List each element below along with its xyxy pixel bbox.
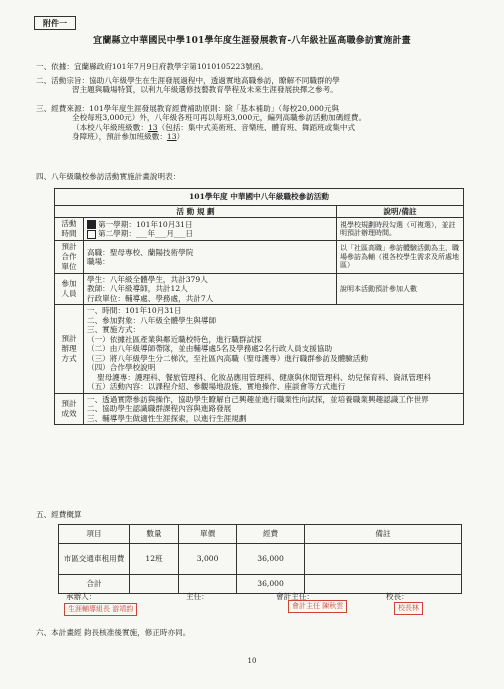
director-label: 主任： [186, 592, 209, 601]
time-cell [84, 218, 337, 241]
budget-item: 市區交通車租用費 [59, 544, 130, 575]
budget-qty: 12班 [130, 544, 179, 575]
attachment-label: 附件一 [34, 16, 76, 30]
principal-stamp: 校長林 [394, 602, 423, 615]
budget-col-unit: 單價 [179, 525, 237, 544]
semester2-text: 第二學期：___年___月___日 [98, 229, 193, 239]
section-budget [36, 510, 474, 519]
organizer-stamp: 生涯輔導組長 游靖韵 [64, 603, 137, 616]
coop-workplace: 職場： [87, 256, 110, 266]
approval-text: 六、本計畫經 鈞長核准後實施，修正時亦同。 [36, 628, 191, 637]
people-cell [84, 273, 337, 304]
method-line: 聖母護專：護理科、餐旅管理科、化妝品應用管理科、健康與休閒管理科、幼兒保育科、資訊管理科 [97, 372, 432, 382]
method-line: （三）將八年級學生分二梯次，至社區內高職（聖母護專）進行職群參訪及體驗活動 [87, 353, 368, 363]
section-funding [36, 104, 474, 142]
budget-cost: 36,000 [237, 544, 305, 575]
budget-heading: 五、經費概算 [36, 510, 82, 519]
budget-table [58, 524, 462, 594]
method-label: 預計辦理方式 [55, 305, 84, 393]
effect-line: 三、輔導學生做適性生涯探索，以進行生涯規劃 [87, 413, 247, 423]
section-approval [36, 628, 474, 637]
people-admin: 行政單位：輔導處、學務處，共計7人 [87, 293, 214, 303]
people-note: 說明本活動預計參加人數 [337, 273, 464, 304]
time-label: 活動時間 [55, 218, 84, 241]
budget-total-row [59, 575, 462, 594]
time-note: 視學校規劃時段勾選（可複選），並註明預計辦理時間。 [337, 218, 464, 241]
section-purpose [36, 76, 474, 95]
checkbox-semester2[interactable] [87, 230, 96, 239]
effect-label: 預計成效 [55, 393, 84, 424]
document-title: 宜蘭縣立中華國民中學101學年度生涯發展教育-八年級社區高職參訪實施計畫 [93, 36, 411, 46]
section-plan [36, 172, 474, 181]
people-students: 學生：八年級全體學生，共計379人 [87, 274, 208, 284]
budget-note [305, 544, 462, 575]
funding-line3: （本校八年級班級數：13（包括：集中式美術班、音樂班、體育班、舞蹈班或集中式 [72, 122, 356, 132]
col-note-header: 說明/備註 [337, 206, 464, 218]
budget-total-label: 合計 [59, 575, 130, 594]
effect-line: 二、協助學生認識職群課程內容與進路發展 [87, 404, 232, 414]
participating-class-count: 13 [166, 132, 177, 142]
plan-table [54, 188, 464, 425]
effect-cell [84, 393, 464, 424]
method-line: （四）合作學校說明 [87, 363, 156, 373]
purpose-line2: 習主題與職場特質，以利九年級選修技藝教育學程及未來生涯發展抉擇之參考。 [72, 85, 338, 95]
purpose-line1: 二、活動宗旨：協助八年級學生在生涯發展過程中，透過實地高職參訪，瞭解不同職群的學 [36, 76, 340, 85]
coop-cell [84, 241, 337, 274]
method-line: （二）由八年級導師帶隊，並由輔導處5名及學務處2名行政人員支援協助 [87, 344, 333, 354]
organizer-label: 承辦人： [66, 592, 97, 601]
checkbox-semester1[interactable] [87, 220, 96, 229]
class-count: 13 [147, 122, 158, 132]
basis-text: 一、依據：宜蘭縣政府101年7月9日府教學字第1010105223號函。 [36, 62, 268, 71]
semester1-text: 第一學期：101年10月31日 [98, 219, 193, 229]
budget-col-qty: 數量 [130, 525, 179, 544]
budget-col-cost: 經費 [237, 525, 305, 544]
method-line: （五）活動內容：以課程介紹、參觀場地設施、實地操作、座談會等方式進行 [87, 382, 346, 392]
effect-line: 一、透過實際參訪與操作，協助學生瞭解自己興趣並進行職業性向試探，並培養職業興趣認識工作世界 [87, 394, 429, 404]
budget-row [59, 544, 462, 575]
budget-unit: 3,000 [179, 544, 237, 575]
funding-line2: 全校每班3,000元）外，八年級各班可再以每班3,000元，編列高職參訪活動加碼經費。 [72, 113, 367, 123]
people-label: 參加人員 [55, 273, 84, 304]
budget-header-row [59, 525, 462, 544]
coop-school: 高職：聖母專校、蘭陽技術學院 [87, 247, 194, 257]
method-line: 一、時間：101年10月31日 [87, 306, 182, 316]
plan-heading: 四、八年級職校參訪活動實施計畫說明表： [36, 172, 181, 181]
method-cell [84, 305, 464, 393]
method-line: 三、實施方式： [87, 325, 141, 335]
section-basis [36, 62, 474, 71]
page-number: 10 [247, 657, 257, 665]
accountant-label: 會計主任： [276, 592, 314, 601]
method-line: （一）依據社區產業與鄰近職校特色，進行職群試探 [87, 334, 262, 344]
method-line: 二、參加對象：八年級全體學生與導師 [87, 315, 217, 325]
principal-label: 校長： [386, 592, 409, 601]
funding-line1: 三、經費來源：101學年度生涯發展教育經費補助原則：除「基本補助」（每校20,000元與 [36, 104, 340, 113]
col-plan-header: 活 動 規 劃 [55, 206, 337, 218]
plan-table-header: 101學年度 中華國中八年級職校參訪活動 [55, 189, 464, 206]
people-teachers: 教師：八年級導師，共計12人 [87, 284, 188, 294]
coop-note: 以「社區高職」參訪體驗活動為主，職場參訪為輔（視各校學生需求及所處地區） [337, 241, 464, 274]
budget-col-note: 備註 [305, 525, 462, 544]
coop-label: 預計合作單位 [55, 241, 84, 274]
funding-line4: 身障班），預計參加班級數：13） [72, 132, 185, 142]
budget-col-item: 項目 [59, 525, 130, 544]
budget-total-value: 36,000 [237, 575, 305, 594]
accountant-stamp: 會計主任 陳秋雲 [288, 600, 347, 613]
